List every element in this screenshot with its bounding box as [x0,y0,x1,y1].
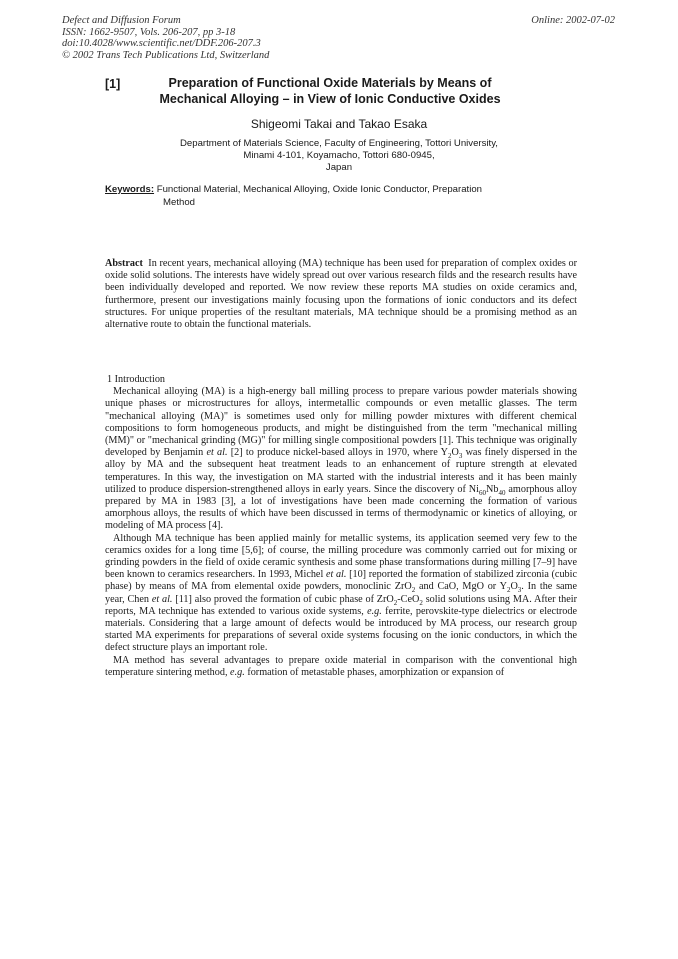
text-run: et al. [151,593,173,605]
text-run: ferrite, perovskite-type dielectrics or electrode materials. Considering that a large amount of defects would be introduced by MA process, our research group started MA experiments for preparations of several oxide systems focusing on the ionic conductors, in which the defect structure plays an important role. [105,605,577,654]
paragraph [105,386,577,532]
issn-line: ISSN: 1662-9507, Vols. 206-207, pp 3-18 [62,26,236,38]
text-run: was finely dispersed in the alloy by MA and the subsequent heat treatment leads to an enhancement of rupture strength at elevated temperatures. In this way, the investigation on MA started with the industrial interests and it has been mainly utilized to produce dispersion-strengthened alloys in early years. Since the discovery of Ni [105,447,578,495]
subscript: 2 [419,598,423,607]
subscript: 3 [517,586,522,595]
text-run: [11] also proved the formation of cubic phase of ZrO [175,593,394,605]
subscript: 60 [479,488,486,497]
text-run: . In the same year, Chen [105,581,578,605]
text-run: et al. [206,447,228,459]
subscript: 2 [447,452,452,461]
text-run: O [510,581,518,593]
subscript: 2 [411,586,416,595]
text-run: formation of metastable phases, amorphization or expansion of [247,666,505,678]
text-run: O [451,447,459,459]
text-run: [10] reported the formation of stabilized zirconia (cubic phase) by means of MA from elemental oxide powders, monoclinic ZrO [105,569,577,593]
text-run: amorphous alloy prepared by MA in 1983 [3], a lot of investigations have been made concerning the formation of various amorphous alloys, the results of which have been discussed in terms of thermodynamic or kinetics of alloying, or modeling of MA process [4]. [105,483,577,532]
affiliation-line: Minami 4-101, Koyamacho, Tottori 680-0945, [243,150,435,161]
paper-title: Preparation of Functional Oxide Materials by Means of Mechanical Alloying – in View of Ionic Conductive Oxides [159,76,501,106]
subscript: 40 [498,488,506,497]
text-run: e.g. [230,666,245,678]
affiliation-line: Japan [325,162,353,173]
abstract [105,258,577,331]
text-run: Although MA technique has been applied mainly for metallic systems, its application seemed very few to the ceramics oxides for a long time [5,6]; of course, the milling procedure was commonly carried out for mixing or grinding powders in the field of oxide ceramic synthesis and some phase transformations during milling [7–9] have been known to ceramics researchers. In 1993, Michel [105,532,577,581]
section-heading: 1 Introduction [107,374,166,385]
text-run: and CaO, MgO or Y [418,581,507,593]
paragraph [105,533,577,655]
text-run: Mechanical alloying (MA) is a high-energy ball milling process to prepare various powder materials showing unique phases or microstructures for alloys, intermetallic compounds or even metallic glasses. The term "mechanical alloying (MA)" is sometimes used only for milling powder mixtures with different chemical compositions to form homogeneous products, and might be distinguished from the term "mechanical milling (MM)" or "mechanical grinding (MG)" for milling single compositional powders [1]. This technique was originally developed by Benjamin [105,386,577,459]
journal-name: Defect and Diffusion Forum [62,15,181,26]
text-run: Nb [486,483,499,495]
keywords-text: Functional Material, Mechanical Alloying, Oxide Ionic Conductor, Preparation [156,184,483,195]
subscript: 2 [393,598,398,607]
paragraph [105,655,577,679]
text-run: -CeO [397,593,420,605]
doi-line: doi:10.4028/www.scientific.net/DDF.206-207.3 [62,38,261,49]
paper-number: [1] [105,77,121,91]
text-run: [2] to produce nickel-based alloys in 1970, where Y [230,447,448,459]
keywords [105,184,545,209]
keywords-label: Keywords: [105,184,155,195]
abstract-label: Abstract [105,258,143,269]
text-run: e.g. [367,605,382,617]
affiliation [0,138,678,174]
copyright-line: © 2002 Trans Tech Publications Ltd, Switzerland [62,49,270,61]
text-run: et al. [325,569,347,581]
abstract-text: In recent years, mechanical alloying (MA) technique has been used for preparation of complex oxides or oxide solid solutions. The interests have widely spread out over various research filds and the research results have been individually developed and reported. We now review these reports MA studies on oxide ceramics and, furthermore, present our investigations mainly focusing upon the formations of ionic conductors and its defect structures. For unique properties of the resultant materials, MA technique should be a promising method as an alternative route to obtain the functional materials. [105,258,577,331]
keywords-text-cont: Method [163,196,195,208]
online-date: Online: 2002-07-02 [531,15,615,26]
introduction-section [105,374,577,679]
text-run: MA method has several advantages to prepare oxide material in comparison with the conventional high temperature sintering method, [105,654,577,678]
subscript: 2 [506,586,511,595]
text-run: solid solutions using MA. After their reports, MA technique has extended to various oxide systems, [105,593,578,617]
affiliation-line: Department of Materials Science, Faculty of Engineering, Tottori University, [180,138,498,149]
authors: Shigeomi Takai and Takao Esaka [250,117,428,131]
journal-header [62,15,269,61]
subscript: 3 [458,452,463,461]
